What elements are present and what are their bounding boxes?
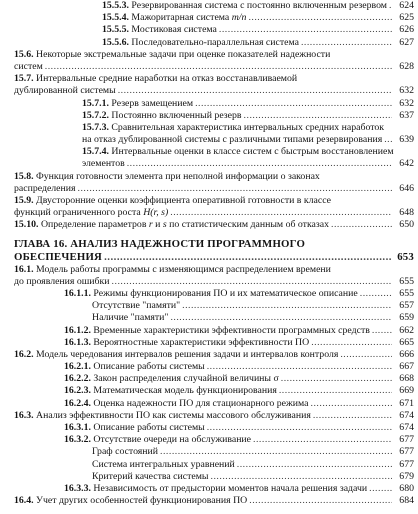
toc-entry <box>4 288 414 300</box>
toc-entry-text: Мостиковая система <box>128 24 217 36</box>
toc-page-number: 680 <box>399 482 414 494</box>
toc-entry <box>4 146 414 158</box>
toc-entry-title <box>82 158 125 170</box>
toc-leader-dots <box>313 410 392 422</box>
toc-entry-number: 15.5.5. <box>102 24 129 36</box>
toc-entry <box>4 483 414 495</box>
toc-entry <box>4 134 414 146</box>
toc-entry-number: 15.5.6. <box>102 36 129 48</box>
toc-entry-number: 15.7.3. <box>82 121 109 133</box>
toc-leader-dots <box>301 37 392 49</box>
toc-entry-number: 16.1. <box>14 263 34 275</box>
toc-page-number: 648 <box>399 207 414 219</box>
toc-entry <box>4 207 414 219</box>
toc-leader-dots <box>211 471 392 483</box>
toc-entry-text: Модель работы программы с изменяющимся распределением времени <box>33 263 331 275</box>
toc-entry-text: Временные характеристики эффективности программных средств <box>90 324 370 336</box>
toc-entry <box>4 459 414 471</box>
toc-leader-dots <box>170 207 392 219</box>
toc-entry <box>4 385 414 397</box>
toc-page-number: 628 <box>399 60 414 72</box>
toc-entry <box>4 0 414 12</box>
toc-leader-dots <box>340 349 392 361</box>
toc-entry-text: Оценка надежности ПО для стационарного режима <box>90 397 309 409</box>
toc-entry-text: Постоянно включенный резерв <box>108 109 242 121</box>
toc-entry-title <box>14 195 331 207</box>
toc-page-number: 684 <box>399 495 414 507</box>
toc-leader-dots <box>372 325 392 337</box>
toc-entry <box>4 183 414 195</box>
toc-entry-number: 16.3.1. <box>64 422 91 433</box>
toc-entry-text: Описание работы системы <box>90 361 205 373</box>
toc-entry <box>4 98 414 110</box>
toc-entry <box>4 410 414 422</box>
toc-entry-title <box>92 312 168 324</box>
toc-page-number: 677 <box>399 458 414 470</box>
toc-entry-text: Резервированная система с постоянно включенным резервом <box>128 0 388 11</box>
toc-entry-italic2: s <box>162 219 167 231</box>
toc-entry-title <box>14 73 297 85</box>
toc-entry-number: 16.1.2. <box>64 324 91 336</box>
toc-entry-text: Критерий качества системы <box>92 470 209 482</box>
toc-entry-number: 16.2.3. <box>64 385 91 397</box>
toc-page-number: 655 <box>399 287 414 299</box>
toc-entry-text: Вероятностные характеристики эффективности ПО <box>90 336 310 348</box>
toc-entry-text: элементов <box>82 158 125 170</box>
toc-leader-dots <box>45 61 392 73</box>
toc-page-number: 642 <box>399 158 414 170</box>
toc-entry-title <box>82 134 382 146</box>
toc-page-number: 674 <box>399 409 414 421</box>
toc-entry-text: Граф состояний <box>92 446 159 458</box>
toc-entry-title <box>14 495 247 507</box>
toc-entry-number: 16.2.1. <box>64 361 91 373</box>
toc-entry-title <box>82 98 193 110</box>
toc-entry-number: 16.3. <box>14 409 34 421</box>
toc-section-15 <box>4 0 414 232</box>
chapter-title-line2: ОБЕСПЕЧЕНИЯ <box>14 250 103 263</box>
toc-page-number: 667 <box>399 361 414 373</box>
toc-leader-dots <box>237 459 392 471</box>
toc-entry-number: 16.1.1. <box>64 287 91 299</box>
toc-page-number: 677 <box>399 446 414 458</box>
toc-entry-number: 15.7.4. <box>82 146 109 158</box>
toc-entry-title <box>14 183 76 195</box>
toc-page-number: 669 <box>399 385 414 397</box>
toc-section-16 <box>4 264 414 508</box>
toc-entry-title <box>14 349 338 361</box>
toc-entry <box>4 219 414 231</box>
toc-entry-text: Математическая модель функционирования <box>90 385 277 397</box>
toc-leader-dots <box>384 134 392 146</box>
toc-page-number: 637 <box>399 109 414 121</box>
toc-leader-dots <box>219 24 392 36</box>
toc-entry-title <box>14 85 116 97</box>
toc-leader-dots <box>160 446 392 458</box>
toc-entry-title <box>64 288 358 300</box>
toc-entry-title <box>14 49 330 61</box>
toc-leader-dots <box>127 158 392 170</box>
toc-entry-title <box>64 434 251 446</box>
toc-entry-title <box>14 171 320 183</box>
toc-leader-dots <box>389 0 392 12</box>
toc-entry-title <box>82 122 384 134</box>
toc-entry-number: 16.4. <box>14 495 34 507</box>
toc-entry <box>4 171 414 183</box>
toc-entry <box>4 337 414 349</box>
toc-leader-dots <box>311 398 392 410</box>
toc-entry-title <box>64 373 279 385</box>
toc-entry-number: 15.8. <box>14 170 34 182</box>
toc-entry-text: Двусторонние оценки коэффициента оперативной готовности в классе <box>33 195 332 206</box>
toc-leader-dots <box>331 219 392 231</box>
toc-leader-dots <box>249 495 392 507</box>
toc-entry-text: Закон распределения случайной величины σ <box>90 373 279 385</box>
toc-page-number: 665 <box>399 336 414 348</box>
toc-entry-title <box>92 300 180 312</box>
toc-leader-dots <box>244 110 392 122</box>
toc-entry-title <box>64 385 277 397</box>
toc-entry-italic: m/n <box>231 12 247 24</box>
toc-page-number: 659 <box>399 312 414 324</box>
toc-leader-dots <box>195 98 392 110</box>
toc-entry-title <box>82 110 242 122</box>
toc-entry-title <box>102 37 299 49</box>
toc-entry-number: 15.5.4. <box>102 12 129 24</box>
toc-page-number: 646 <box>399 182 414 194</box>
toc-entry <box>4 349 414 361</box>
toc-entry <box>4 373 414 385</box>
toc-leader-dots <box>360 288 392 300</box>
toc-entry-text: Некоторые экстремальные задачи при оценке показателей надежности <box>33 48 331 60</box>
toc-entry-title <box>64 422 205 434</box>
toc-entry-number: 15.10. <box>14 219 39 231</box>
toc-leader-dots <box>311 337 392 349</box>
toc-leader-dots <box>118 85 392 97</box>
toc-leader-dots <box>248 12 392 24</box>
toc-entry-number: 16.2.2. <box>64 373 91 385</box>
toc-entry-text: Независимость от предыстории моментов начала решения задачи <box>90 482 368 494</box>
toc-entry-number: 15.7. <box>14 73 34 85</box>
toc-entry-title <box>82 146 394 158</box>
toc-entry <box>4 446 414 458</box>
toc-entry <box>4 300 414 312</box>
toc-entry-text: Система интегральных уравнений <box>92 458 235 470</box>
chapter-heading <box>4 238 414 264</box>
toc-page-number: 624 <box>399 0 414 11</box>
toc-page-number: 662 <box>399 324 414 336</box>
toc-entry <box>4 12 414 24</box>
toc-page-number: 626 <box>399 24 414 36</box>
toc-entry-title <box>102 24 217 36</box>
toc-entry-title <box>14 264 331 276</box>
toc-page-number: 677 <box>399 434 414 446</box>
toc-entry-text: Отсутствие очереди на обслуживание <box>90 434 252 446</box>
toc-entry <box>4 49 414 61</box>
toc-entry-italic: r <box>148 219 153 231</box>
toc-entry <box>4 422 414 434</box>
toc-page-number: 666 <box>399 348 414 360</box>
toc-entry <box>4 434 414 446</box>
toc-entry-text-after: и <box>152 219 163 231</box>
toc-page-number: 632 <box>399 85 414 97</box>
toc-entry-text-after2: по статистическим данным об отказах <box>166 219 330 231</box>
toc-page-number: 632 <box>399 97 414 109</box>
toc-entry <box>4 24 414 36</box>
toc-page-number: 639 <box>399 134 414 146</box>
toc-page-number: 671 <box>399 397 414 409</box>
toc-entry-title <box>14 207 168 219</box>
toc-entry-number: 16.2. <box>14 348 34 360</box>
toc-page-number: 668 <box>399 373 414 385</box>
toc-entry-number: 15.7.1. <box>82 97 109 109</box>
toc-entry-text: Описание работы системы <box>90 422 205 433</box>
toc-entry-title <box>92 471 209 483</box>
toc-entry-text: распределения <box>14 182 76 194</box>
toc-entry-text: дублированной системы <box>14 85 116 97</box>
toc-entry-number: 15.6. <box>14 48 34 60</box>
toc-entry-text: Режимы функционирования ПО и их математическое описание <box>90 287 358 299</box>
toc-entry-text: Сравнительная характеристика интервальных средних наработок <box>108 121 385 133</box>
toc-page-number: 657 <box>399 300 414 312</box>
toc-entry-text: Наличие "памяти" <box>92 312 169 324</box>
toc-entry <box>4 37 414 49</box>
toc-entry-title <box>14 61 43 73</box>
toc-entry-text: Мажоритарная система <box>128 12 232 24</box>
toc-entry-number: 16.1.3. <box>64 336 91 348</box>
toc-page-number: 674 <box>399 422 414 433</box>
toc-page-number: 627 <box>399 36 414 48</box>
toc-entry-italic: H(r, s) <box>143 207 169 219</box>
toc-entry <box>4 264 414 276</box>
toc-entry-text: на отказ дублированной системы с различными типами резервирования <box>82 134 383 146</box>
toc-leader-dots <box>369 483 392 495</box>
toc-entry-title <box>64 337 309 349</box>
toc-entry-text: Отсутствие "памяти" <box>92 300 181 312</box>
toc-entry <box>4 471 414 483</box>
toc-entry-text: Интервальные средние наработки на отказ восстанавливаемой <box>33 73 298 85</box>
toc-entry-title <box>64 483 367 495</box>
toc-entry-text: Анализ эффективности ПО как системы массового обслуживания <box>33 409 311 421</box>
toc-entry <box>4 158 414 170</box>
toc-page-number: 650 <box>399 219 414 231</box>
toc-leader-dots <box>207 422 392 434</box>
toc-leader-dots <box>112 276 392 288</box>
toc-entry-text: Определение параметров <box>38 219 149 231</box>
toc-entry-title <box>64 325 370 337</box>
toc-entry-title <box>14 219 329 231</box>
toc-entry-title <box>102 0 387 12</box>
toc-entry <box>4 122 414 134</box>
toc-leader-dots <box>170 312 392 324</box>
toc-leader-dots <box>281 373 392 385</box>
toc-entry-title <box>64 361 205 373</box>
chapter-title-line1: ГЛАВА 16. АНАЛИЗ НАДЕЖНОСТИ ПРОГРАММНОГО <box>14 237 306 250</box>
toc-entry <box>4 361 414 373</box>
toc-leader-dots <box>182 300 392 312</box>
toc-entry-text: Интервальные оценки в классе систем с быстрым восстановлением <box>108 146 394 158</box>
toc-entry-title <box>64 398 309 410</box>
toc-entry-text: Функция готовности элемента при неполной информации о законах <box>33 170 320 182</box>
toc-entry <box>4 325 414 337</box>
toc-entry-text: Учет других особенностей функционирования ПО <box>33 495 248 507</box>
toc-entry-title <box>14 276 110 288</box>
toc-entry-number: 15.9. <box>14 195 34 206</box>
toc-entry-number: 15.5.3. <box>102 0 129 11</box>
toc-entry <box>4 110 414 122</box>
toc-entry <box>4 276 414 288</box>
toc-entry <box>4 73 414 85</box>
toc-entry-text: Модель чередования интервалов решения задачи и интервалов контроля <box>33 348 339 360</box>
toc-page-number: 679 <box>399 470 414 482</box>
toc-entry-number: 15.7.2. <box>82 109 109 121</box>
chapter-page-number: 653 <box>397 250 414 263</box>
toc-entry-text: функций ограниченного роста <box>14 207 144 219</box>
toc-entry-number: 16.2.4. <box>64 397 91 409</box>
toc-entry-text: до проявления ошибки <box>14 275 110 287</box>
toc-entry-text: систем <box>14 60 43 72</box>
toc-entry <box>4 312 414 324</box>
toc-leader-dots <box>279 385 392 397</box>
toc-entry-title <box>92 459 235 471</box>
toc-entry <box>4 398 414 410</box>
toc-entry-title <box>102 12 246 24</box>
toc-entry-number: 16.3.2. <box>64 434 91 446</box>
toc-leader-dots <box>78 183 392 195</box>
toc-entry <box>4 85 414 97</box>
toc-page-number: 625 <box>399 12 414 24</box>
toc-leader-dots <box>207 361 392 373</box>
toc-entry-text: Последовательно-параллельная система <box>128 36 299 48</box>
toc-page-number: 655 <box>399 275 414 287</box>
toc-entry-title <box>14 410 311 422</box>
toc-entry-number: 16.3.3. <box>64 482 91 494</box>
toc-entry-title <box>92 446 158 458</box>
toc-leader-dots <box>253 434 392 446</box>
toc-entry <box>4 495 414 507</box>
toc-entry-text: Резерв замещением <box>108 97 194 109</box>
toc-entry <box>4 61 414 73</box>
toc-entry <box>4 195 414 207</box>
